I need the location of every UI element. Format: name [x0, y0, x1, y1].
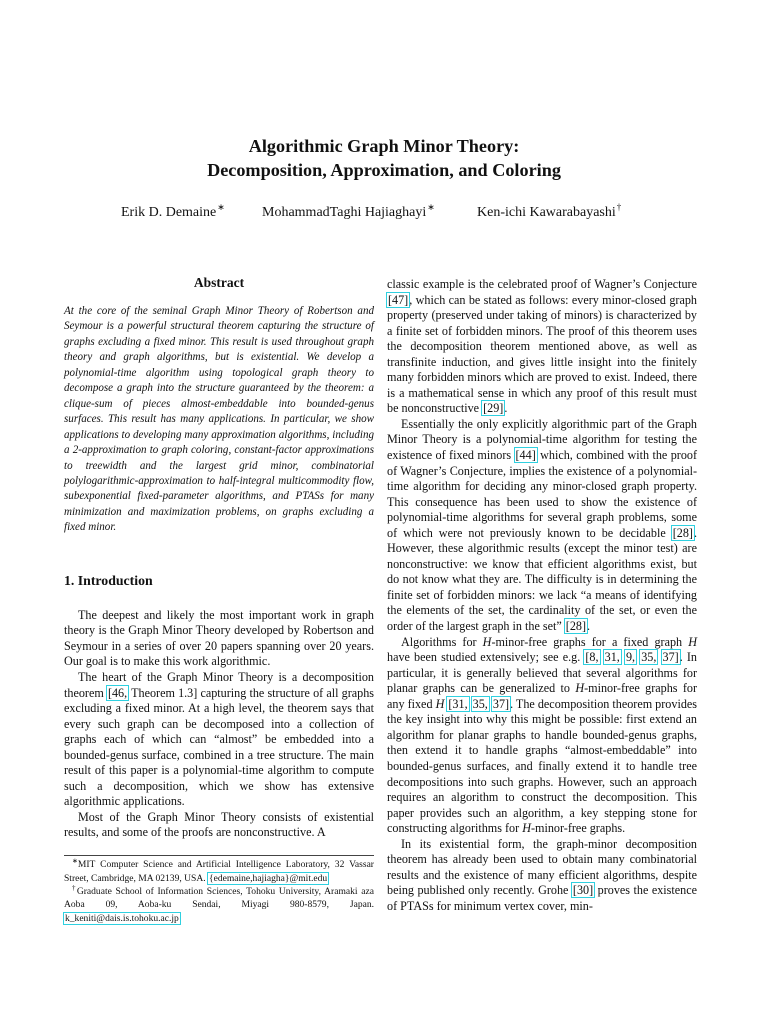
- paragraph-text: proves the existence of PTASs for minimum vertex cover, min-: [387, 883, 697, 913]
- footnotes: [64, 855, 374, 926]
- paragraph-text: Most of the Graph Minor Theory consists of existential results, and some of the proofs are nonconstructive. A: [64, 809, 374, 840]
- paragraph-text: In its existential form, the graph-minor decomposition theorem has already been used to obtain many combinatorial results and the existence of many efficient algorithms, despite being published only recently. Grohe: [387, 836, 697, 898]
- right-paragraph-1: [387, 277, 697, 417]
- title-line-2: Decomposition, Approximation, and Coloring: [207, 160, 561, 180]
- citation-link[interactable]: 35,: [472, 696, 488, 711]
- author-mark: †: [616, 202, 622, 212]
- left-column: [64, 274, 374, 841]
- citation-link[interactable]: [29]: [483, 401, 504, 416]
- email-link[interactable]: {edemaine,hajiagha}@mit.edu: [209, 872, 328, 884]
- right-paragraph-3: [387, 635, 697, 837]
- paragraph-text: , which can be stated as follows: every minor-closed graph property (preserved under taking of minors) is characterized by a finite set of forbidden minors. The proof of this theorem uses the decomposition theorem mentioned above, as well as transfinite induction, and gives little insight into the finitely many forbidden minors which are proved to exist. Indeed, there is a mathematical sense in which any proof of this result must be nonconstructive: [387, 292, 697, 416]
- citation-link[interactable]: [30]: [572, 883, 594, 898]
- math-symbol: H: [688, 634, 697, 649]
- math-symbol: H: [482, 634, 492, 649]
- citation-link[interactable]: [46,: [107, 685, 128, 700]
- paragraph-text: -minor-free graphs for a fixed graph: [491, 634, 689, 649]
- right-paragraph-2: [387, 417, 697, 635]
- citation-link[interactable]: [31,: [448, 696, 468, 711]
- paragraph-text: classic example is the celebrated proof of Wagner’s Conjecture: [387, 277, 697, 291]
- citation-link[interactable]: 35,: [641, 650, 657, 665]
- title-line-1: Algorithmic Graph Minor Theory:: [248, 136, 520, 156]
- author-mark: ∗: [217, 202, 225, 212]
- email-link[interactable]: k_keniti@dais.is.tohoku.ac.jp: [65, 912, 179, 924]
- paragraph-text: -minor-free graphs for any fixed: [387, 681, 697, 711]
- author-mark: ∗: [427, 202, 435, 212]
- paper-title: [84, 134, 684, 182]
- citation-link[interactable]: [47]: [388, 292, 409, 307]
- author-name: Erik D. Demaine: [121, 205, 217, 220]
- paragraph-text: The deepest and likely the most important work in graph theory is the Graph Minor Theory developed by Robertson and Seymour in a series of over 20 papers spanning over 20 years. Our goal is to make this work algorithmic.: [64, 607, 374, 669]
- citation-link[interactable]: 9,: [625, 650, 636, 665]
- paragraph-text: . In particular, it is generally believed that several algorithms for planar graphs can be generalized to: [387, 650, 697, 696]
- paragraph-text: -minor-free graphs.: [531, 821, 626, 836]
- author-name: MohammadTaghi Hajiaghayi: [262, 205, 427, 220]
- intro-paragraph-1: [64, 608, 374, 670]
- author-name: Ken-ichi Kawarabayashi: [477, 205, 616, 220]
- paragraph-text: Essentially the only explicitly algorithmic part of the Graph Minor Theory is a polynomial-time algorithm for testing the existence of fixed minors: [387, 416, 697, 463]
- intro-paragraph-3: [64, 810, 374, 841]
- math-symbol: H: [575, 681, 585, 696]
- citation-link[interactable]: [44]: [515, 448, 536, 463]
- paragraph-text: Theorem 1.3] capturing the structure of all graphs excluding a fixed minor. At a high level, the theorem says that every such graph can be decomposed into a collection of graphs each of which can “almost” be embedded into a bounded-genus surface, combined in a tree structure. The main result of this paper is a polynomial-time algorithm to compute such a decomposition, which we show has extensive algorithmic applications.: [64, 685, 374, 809]
- citation-link[interactable]: [8,: [585, 650, 599, 665]
- paragraph-text: .: [587, 619, 591, 634]
- paragraph-text: . The decomposition theorem provides the key insight into why this might be possible: first extend an algorithm for planar graphs to handle bounded-genus graphs, then extend it to handle graphs “almost-embeddable” into bounded-genus surfaces, and finally extend it to handle tree decompositions into such graphs. However, such an approach requires an algorithm to construct the decomposition. This paper provides such an algorithm, a key stepping stone for constructing algorithms for: [387, 696, 697, 836]
- section-heading-introduction: 1. Introduction: [64, 572, 153, 588]
- paragraph-text: The heart of the Graph Minor Theory is a decomposition theorem: [64, 669, 374, 700]
- footnote-text: Graduate School of Information Sciences, Tohoku University, Aramaki aza Aoba 09, Aoba-ku Sendai, Miyagi 980-8579, Japan.: [64, 885, 375, 910]
- citation-link[interactable]: 37]: [492, 696, 510, 711]
- footnote-mark: †: [72, 883, 77, 892]
- paragraph-text: which, combined with the proof of Wagner’s Conjecture, implies the existence of a polynomial-time algorithm for deciding any minor-closed graph property. This consequence has been used to show the existence of polynomial-time algorithms for several graph problems, some of which were not previously known to be decidable: [387, 448, 697, 540]
- citation-link[interactable]: [28]: [672, 525, 693, 540]
- author-list: [0, 202, 768, 225]
- math-symbol: H: [435, 696, 445, 711]
- abstract: [64, 304, 374, 536]
- introduction-body: [64, 608, 374, 841]
- intro-paragraph-2: [64, 670, 374, 810]
- paragraph-text: have been studied extensively; see e.g.: [387, 650, 585, 665]
- author-kawarabayashi: [477, 202, 622, 221]
- abstract-text: At the core of the seminal Graph Minor Theory of Robertson and Seymour is a powerful structural theorem capturing the structure of graphs excluding a fixed minor. This result is used throughout graph theory and graph algorithms, but is existential. We develop a polynomial-time algorithm using topological graph theory to decompose a graph into the structure guaranteed by the theorem: a clique-sum of pieces almost-embeddable into bounded-genus surfaces. This result has many applications. In particular, we show applications to developing many approximation algorithms, including a 2-approximation to graph coloring, constant-factor approximations to treewidth and the largest grid minor, combinatorial polylogarithmic-approximation to half-integral multicommodity flow, subexponential fixed-parameter algorithms, and PTASs for many minimization and maximization problems, on graphs excluding a fixed minor.: [64, 305, 374, 534]
- citation-link[interactable]: [28]: [565, 619, 587, 634]
- paragraph-text: .: [504, 401, 508, 416]
- paragraph-text: Algorithms for: [401, 634, 483, 649]
- citation-link[interactable]: 37]: [662, 650, 679, 665]
- footnote-mark: ∗: [72, 857, 78, 865]
- right-column: [387, 277, 697, 914]
- math-symbol: H: [522, 821, 531, 836]
- abstract-heading: Abstract: [193, 275, 245, 290]
- footnote-affiliation-tohoku: [64, 883, 375, 926]
- author-hajiaghayi: [262, 202, 435, 221]
- paragraph-text: . However, these algorithmic results (except the minor test) are nonconstructive: we know that efficient algorithms exist, but do not know what they are. The difficulty is in determining the finite set of forbidden minors: we lack “a means of identifying the elements of the set, the cardinality of the set, or even the order of the largest graph in the set”: [387, 525, 697, 634]
- right-paragraph-4: [387, 837, 697, 915]
- author-demaine: [121, 202, 225, 221]
- citation-link[interactable]: 31,: [604, 650, 620, 665]
- footnote-affiliation-mit: [64, 859, 374, 886]
- footnote-text: MIT Computer Science and Artificial Intelligence Laboratory, 32 Vassar Street, Cambridge, MA 02139, USA.: [64, 859, 374, 884]
